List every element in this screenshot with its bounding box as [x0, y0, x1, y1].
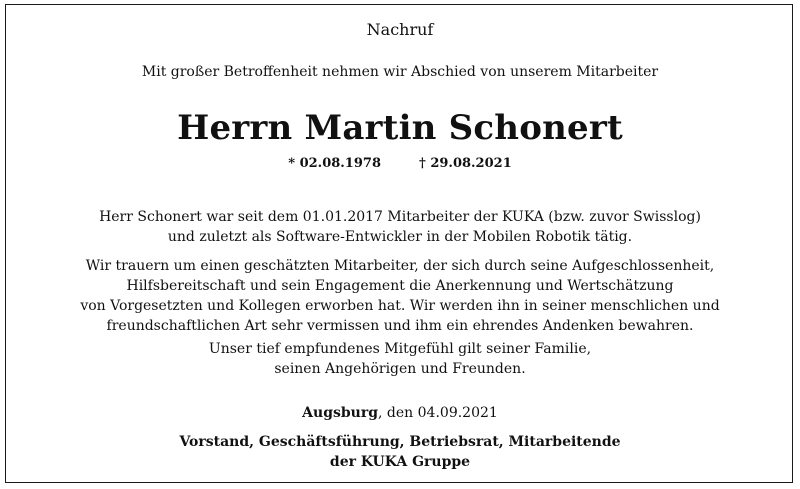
deceased-name: Herrn Martin Schonert — [177, 108, 623, 148]
paragraph-line: Hilfsbereitschaft und sein Engagement die Anerkennung und Wertschätzung — [126, 278, 674, 294]
paragraph-line: von Vorgesetzten und Kollegen erworben hat. Wir werden ihn in seiner menschlichen und — [80, 298, 720, 314]
life-dates — [0, 155, 800, 173]
signatory-line: Vorstand, Geschäftsführung, Betriebsrat, Mitarbeitende — [179, 434, 621, 450]
place-date-line — [0, 403, 800, 423]
paragraph-line: seinen Angehörigen und Freunden. — [274, 361, 526, 377]
paragraph-line: Wir trauern um einen geschätzten Mitarbeiter, der sich durch seine Aufgeschlossenheit, — [85, 258, 715, 274]
death-date: † 29.08.2021 — [419, 156, 512, 171]
notice-date: , den 04.09.2021 — [378, 405, 498, 421]
notice-heading: Nachruf — [366, 20, 434, 39]
paragraph-line: freundschaftlichen Art sehr vermissen und ihm ein ehrendes Andenken bewahren. — [106, 318, 694, 334]
signatory-line: der KUKA Gruppe — [329, 454, 471, 470]
condolence-paragraph — [0, 339, 800, 379]
tribute-paragraph — [0, 256, 800, 336]
paragraph-line: und zuletzt als Software-Entwickler in der Mobilen Robotik tätig. — [167, 229, 633, 245]
signatories — [0, 432, 800, 472]
place-name: Augsburg — [302, 405, 379, 421]
employment-paragraph — [0, 207, 800, 247]
paragraph-line: Unser tief empfundenes Mitgefühl gilt seiner Familie, — [208, 341, 592, 357]
intro-text: Mit großer Betroffenheit nehmen wir Abschied von unserem Mitarbeiter — [141, 64, 659, 80]
birth-date: * 02.08.1978 — [288, 156, 381, 171]
paragraph-line: Herr Schonert war seit dem 01.01.2017 Mitarbeiter der KUKA (bzw. zuvor Swisslog) — [99, 209, 701, 225]
